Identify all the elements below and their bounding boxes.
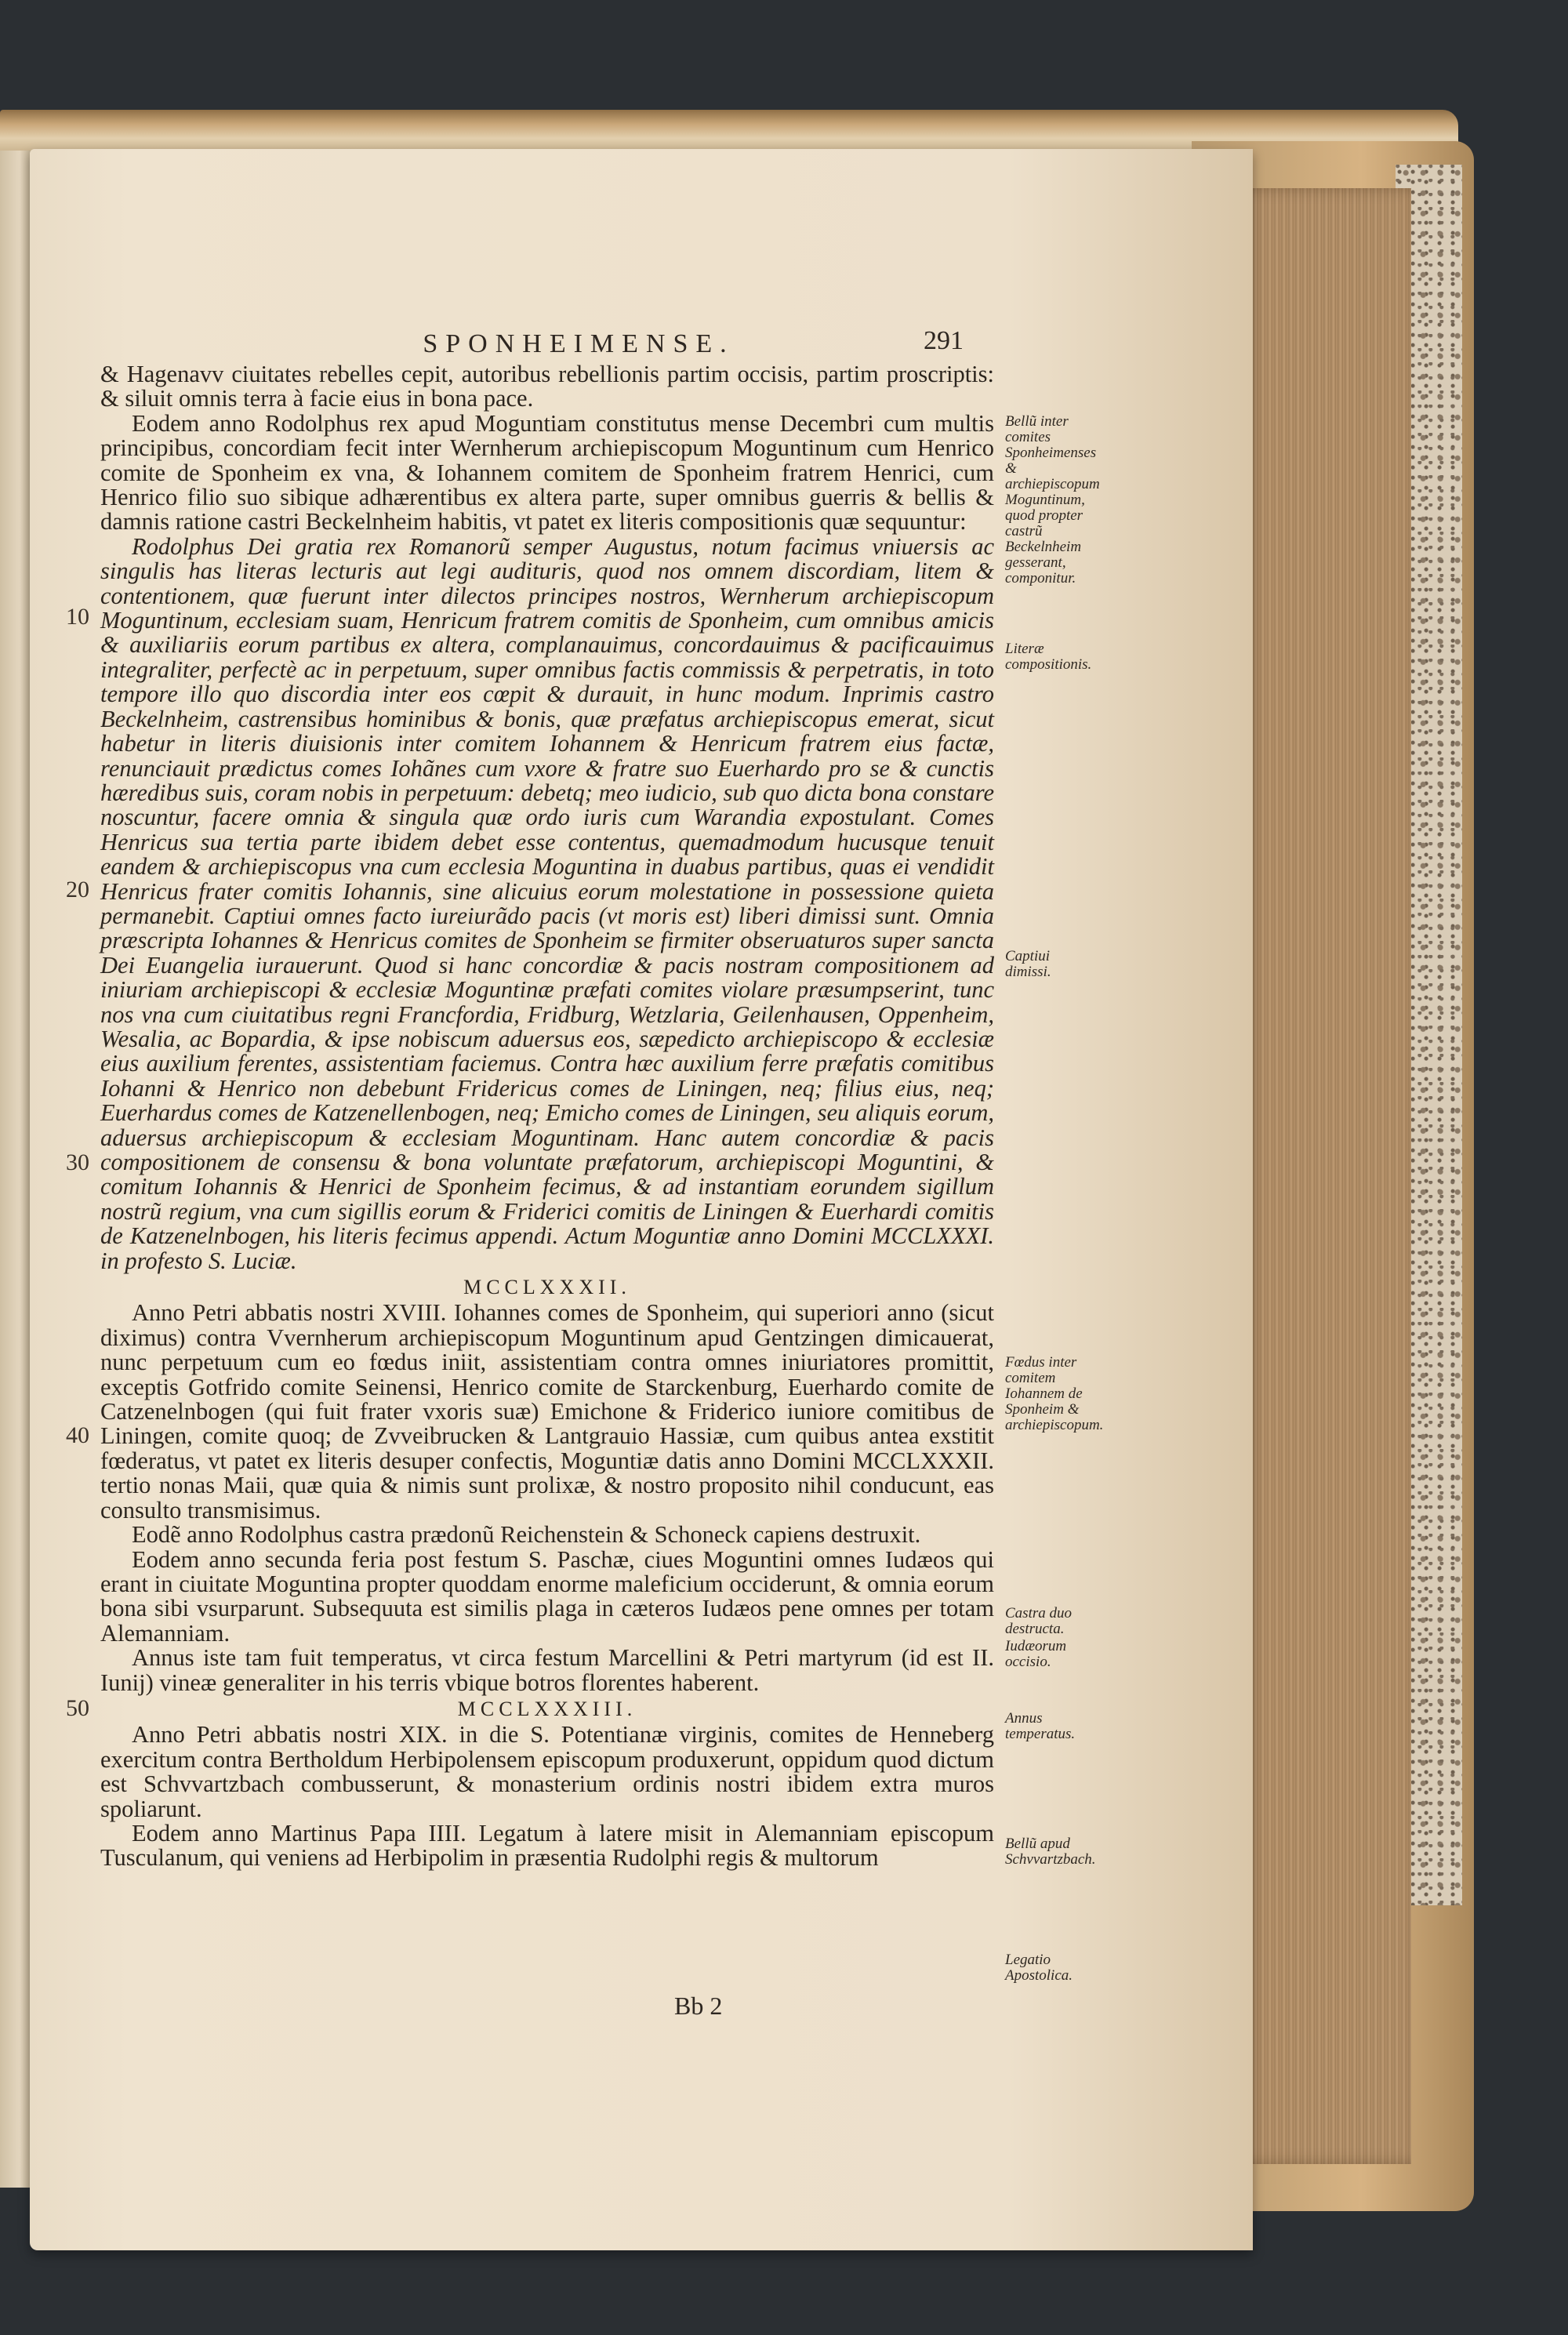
text-paragraph: Eodem anno secunda feria post festum S. Paschæ, ciues Moguntini omnes Iudæos qui erant in ciuitate Moguntina propter quoddam enorme maleficium occiderunt, & omnia eorum bona sibi vsurparunt. Subsequuta est similis plaga in cæteros Iudæos pene omnes per totam Alemanniam. — [100, 1545, 994, 1647]
text-paragraph: & Hagenavv ciuitates rebelles cepit, autoribus rebellionis partim occisis, partim proscriptis: & siluit omnis terra à facie eius in bona pace. — [100, 361, 994, 412]
year-heading: MCCLXXXII. — [463, 1276, 631, 1299]
book-page — [30, 149, 1253, 2250]
line-number: 20 — [66, 877, 89, 902]
margin-note: Literæ compositionis. — [1005, 641, 1092, 673]
charter-text: Rodolphus Dei gratia rex Romanorũ semper Augustus, notum facimus vniuersis ac singulis has literas lecturis aut legi audituris, quod nos omnem discordiam, litem & contentionem, quæ fuerunt inter dilectos principes nostros, Wernherum archiepiscopum Moguntinum, ecclesiam suam, Henricum fratrem comitis de Sponheim, cum omnibus amicis & auxiliariis eorum partibus ex altera, complanauimus, concordauimus & pacificauimus integraliter, perfectè ac in perpetuum, super omnibus factis commissis & perpetratis, in toto tempore illo quo discordia inter eos cœpit & durauit, in hunc modum. Inprimis castro Beckelnheim, castrensibus hominibus & bonis, quæ præfatus archiepiscopus emerat, sicut habetur in literis diuisionis inter comitem Iohannem & Henricum fratrem eius factæ, renunciauit prædictus comes Iohãnes cum vxore & fratre suo Euerhardo pro se & cunctis hæredibus suis, coram nobis in perpetuum: debetq; meo iudicio, sub quo dicta bona constare noscuntur, facere omnia & singula quæ ordo iuris cum Warandia expostulant. Comes Henricus sua tertia parte ibidem debet esse contentus, quemadmodum hucusque tenuit eandem & archiepiscopus vna cum ecclesia Moguntina in duabus partibus, quas ei vendidit Henricus frater comitis Iohannis, sine alicuius eorum molestatione in possessione quieta permanebit. Captiui omnes facto iureiurãdo pacis (vt moris est) liberi dimissi sunt. Omnia præscripta Iohannes & Henricus comites de Sponheim se firmiter obseruaturos super sancta Dei Euangelia iurauerunt. Quod si hanc concordiæ & pacis nostram compositionem ad iniuriam archiepiscopi & ecclesiæ Moguntinæ præfati comites violare præsumpserint, tunc nos vna cum ciuitatibus regni Francfordia, Fridburg, Wetzlaria, Geilenhausen, Oppenheim, Wesalia, ac Bopardia, & ipse nobiscum aduersus eos, sæpedicto archiepiscopo & ecclesiæ eius auxilium ferentes, assistentiam faciemus. Contra hæc auxilium ferre præfatis comitibus Iohanni & Henrico non debebunt Fridericus comes de Liningen, neq; filius eius, neq; Euerhardus comes de Katzenellenbogen, neq; Emicho comes de Liningen, seu aliquis eorum, aduersus archiepiscopum & ecclesiam Moguntinam. Hanc autem concordiæ & pacis compositionem de consensu & bona voluntate præfatorum, archiepiscopi Moguntini, & comitum Iohannis & Henrici de Sponheim fecimus, & ad instantiam eorundem sigillum nostrũ regium, vna cum sigillis eorum & Friderici comitis de Liningen & Euerhardi comitis de Katzenelnbogen, his literis fecimus appendi. Actum Moguntiæ anno Domini MCCLXXXI. in profesto S. Luciæ. — [100, 532, 994, 1274]
margin-note: Bellũ inter comites Sponheimenses & archiepiscopum Moguntinum, quod propter castrũ Beckelnheim gesserant, componitur. — [1005, 413, 1100, 586]
margin-note: Iudæorum occisio. — [1005, 1638, 1067, 1670]
text-paragraph: Eodem anno Rodolphus rex apud Moguntiam constitutus mense Decembri cum multis principibus, concordiam fecit inter Wernherum archiepiscopum Moguntinum cum Henrico comite de Sponheim ex vna, & Iohannem comitem de Sponheim fratrem Henrici, cum Henrico filio suo sibique adhærentibus ex altera parte, super omnibus guerris & bellis & damnis ratione castri Beckelnheim habitis, vt patet ex literis compositionis quæ sequuntur: — [100, 409, 994, 536]
running-head: SPONHEIMENSE. — [423, 329, 735, 358]
line-number: 30 — [66, 1149, 89, 1175]
text-paragraph: Anno Petri abbatis nostri XVIII. Iohannes comes de Sponheim, qui superiori anno (sicut diximus) contra Vvernherum archiepiscopum Moguntinum apud Gentzingen dimicauerat, nunc perpetuum cum eo fœdus iniit, assistentiam contra omnes iniuriatores promittit, exceptis Gotfrido comite Seinensi, Henrico comite de Starckenburg, Euerhardo comite de Catzenelnbogen (qui fuit frater vxoris suæ) Emichone & Friderico iuniore comitibus de Liningen, comite quoq; de Zvveibrucken & Lantgrauio Hassiæ, cum quibus antea exstitit fœderatus, vt patet ex literis desuper confectis, Moguntiæ datis anno Domini MCCLXXXII. tertio nonas Maii, quæ quia & nimis sunt prolixæ, & nostro proposito nihil conducunt, eas consulto transmisimus. — [100, 1299, 994, 1523]
margin-note: Annus temperatus. — [1005, 1710, 1076, 1742]
margin-note: Castra duo destructa. — [1005, 1605, 1072, 1637]
line-number: 50 — [66, 1695, 89, 1721]
folio-number: 291 — [924, 326, 964, 355]
margin-note: Legatio Apostolica. — [1005, 1952, 1073, 1984]
text-paragraph: Eodẽ anno Rodolphus castra prædonũ Reichenstein & Schoneck capiens destruxit. — [132, 1521, 921, 1549]
line-number: 10 — [66, 604, 89, 630]
margin-note: Captiui dimissi. — [1005, 948, 1051, 980]
text-paragraph: Anno Petri abbatis nostri XIX. in die S. Potentianæ virginis, comites de Henneberg exercitum contra Bertholdum Herbipolensem episcopum produxerunt, oppidum quod dictum est Schvvartzbach combusserunt, & monasterium ordinis nostri ibidem extra muros spoliarunt. — [100, 1721, 994, 1822]
body-text — [100, 362, 994, 1871]
year-heading: MCCLXXXIII. — [457, 1697, 637, 1720]
margin-note: Fœdus inter comitem Iohannem de Sponheim & archiepiscopum. — [1005, 1354, 1104, 1433]
text-paragraph: Annus iste tam fuit temperatus, vt circa festum Marcellini & Petri martyrum (id est II. Iunij) vineæ generaliter in his terris vbique botros florentes haberent. — [100, 1644, 994, 1696]
line-number: 40 — [66, 1422, 89, 1448]
margin-note: Bellũ apud Schvvartzbach. — [1005, 1836, 1096, 1868]
signature-mark: Bb 2 — [674, 1992, 723, 2020]
text-paragraph: Eodem anno Martinus Papa IIII. Legatum à latere misit in Alemanniam episcopum Tusculanum, qui veniens ad Herbipolim in præsentia Rudolphi regis & multorum — [100, 1819, 994, 1872]
